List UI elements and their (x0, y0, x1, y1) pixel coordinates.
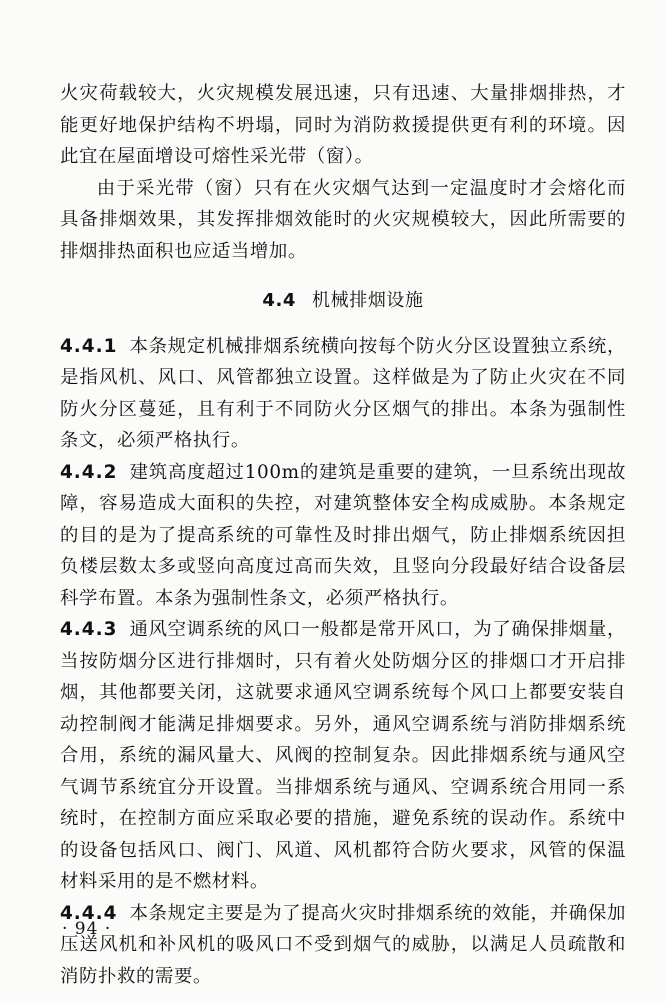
clause-text: 建筑高度超过100m的建筑是重要的建筑，一旦系统出现故障，容易造成大面积的失控，对建筑整体安全构成威胁。本条规定的目的是为了提高系统的可靠性及时排出烟气，防止排烟系统因担负楼层数太多或竖向高度过高而失效，且竖向分段最好结合设备层科学布置。本条为强制性条文，必须严格执行。 (60, 461, 626, 609)
clause-number: 4.4.1 (60, 335, 118, 357)
clause-4-4-3 (60, 614, 626, 898)
page-number: · 94 · (62, 919, 112, 939)
clause-number: 4.4.3 (60, 619, 118, 640)
section-title: 机械排烟设施 (312, 290, 424, 311)
section-number: 4.4 (262, 290, 297, 311)
clause-text: 本条规定机械排烟系统横向按每个防火分区设置独立系统，是指风机、风口、风管都独立设置。这样做是为了防止火灾在不同防火分区蔓延，且有利于不同防火分区烟气的排出。本条为强制性条文，必须严格执行。 (60, 335, 626, 451)
clause-4-4-2 (60, 457, 626, 615)
paragraph-continuation: 火灾荷载较大，火灾规模发展迅速，只有迅速、大量排烟排热，才能更好地保护结构不坍塌，同时为消防救援提供更有利的环境。因此宜在屋面增设可熔性采光带（窗）。 (60, 83, 626, 167)
clause-4-4-4 (60, 898, 626, 993)
clause-4-4-1 (60, 331, 626, 457)
section-heading (60, 285, 626, 317)
paragraph-skylight: 由于采光带（窗）只有在火灾烟气达到一定温度时才会熔化而具备排烟效果，其发挥排烟效能时的火灾规模较大，因此所需要的排烟排热面积也应适当增加。 (60, 177, 626, 262)
page-body (60, 78, 626, 992)
clause-number: 4.4.2 (60, 461, 118, 483)
clause-text: 本条规定主要是为了提高火灾时排烟系统的效能，并确保加压送风机和补风机的吸风口不受到烟气的威胁，以满足人员疏散和消防扑救的需要。 (60, 902, 626, 987)
clause-number: 4.4.4 (60, 902, 118, 924)
clause-text: 通风空调系统的风口一般都是常开风口，为了确保排烟量，当按防烟分区进行排烟时，只有着火处防烟分区的排烟口才开启排烟，其他都要关闭，这就要求通风空调系统每个风口上都要安装自动控制阀才能满足排烟要求。另外，通风空调系统与消防排烟系统合用，系统的漏风量大、风阀的控制复杂。因此排烟系统与通风空气调节系统宜分开设置。当排烟系统与通风、空调系统合用同一系统时，在控制方面应采取必要的措施，避免系统的误动作。系统中的设备包括风口、阀门、风道、风机都符合防火要求，风管的保温材料采用的是不燃材料。 (60, 619, 626, 892)
